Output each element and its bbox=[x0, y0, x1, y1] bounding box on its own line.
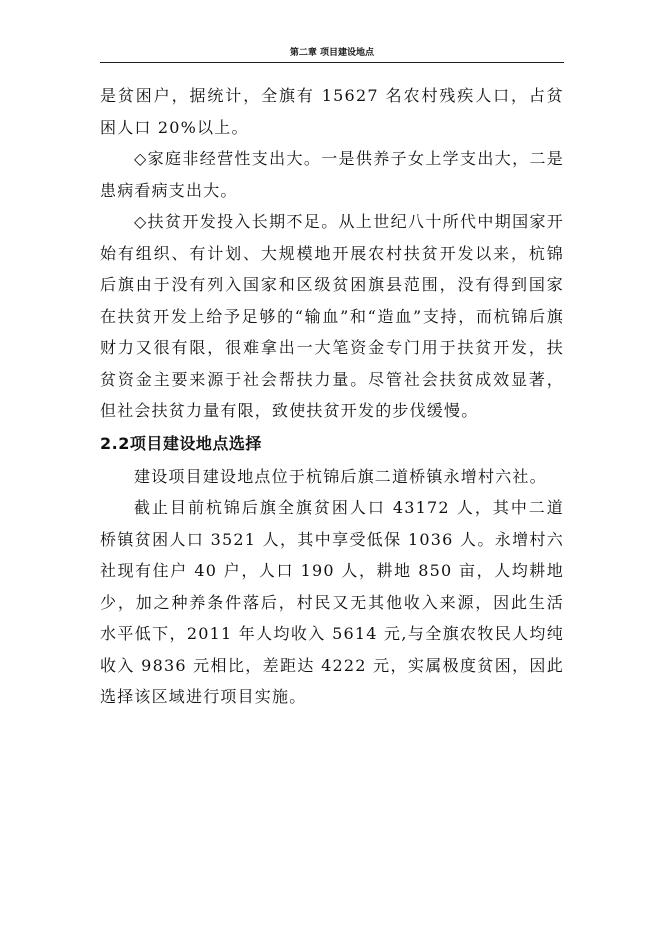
section-heading: 2.2项目建设地点选择 bbox=[100, 433, 262, 453]
paragraph-site-poverty-stats: 截止目前杭锦后旗全旗贫困人口 43172 人，其中二道桥镇贫困人口 3521 人，其中享受低保 1036 人。永增村六社现有住户 40 户，人口 190 人，耕地 850 亩，人均耕地少，加之种养条件落后，村民又无其他收入来源，因此生活水平低下，2011 年人均收入 5614 元,与全旗农牧民人均纯收入 9836 元相比，差距达 4222 元，实属极度贫困，因此选择该区域进行项目实施。 bbox=[100, 498, 564, 706]
paragraph-poverty-investment: ◇扶贫开发投入长期不足。从上世纪八十所代中期国家开始有组织、有计划、大规模地开展农村扶贫开发以来，杭锦后旗由于没有列入国家和区级贫困旗县范围，没有得到国家在扶贫开发上给予足够的“输血”和“造血”支持，而杭锦后旗财力又很有限，很难拿出一大笔资金专门用于扶贫开发，扶贫资金主要来源于社会帮扶力量。尽管社会扶贫成效显著，但社会扶贫力量有限，致使扶贫开发的步伐缓慢。 bbox=[100, 212, 564, 420]
document-body bbox=[100, 80, 564, 713]
chapter-title: 第二章 项目建设地点 bbox=[289, 48, 375, 58]
paragraph-household-expenses: ◇家庭非经营性支出大。一是供养子女上学支出大，二是患病看病支出大。 bbox=[100, 149, 564, 200]
paragraph-site-location: 建设项目建设地点位于杭锦后旗二道桥镇永增村六社。 bbox=[134, 466, 547, 486]
paragraph-disabled-population: 是贫困户，据统计，全旗有 15627 名农村残疾人口，占贫困人口 20%以上。 bbox=[100, 86, 564, 137]
page-header bbox=[100, 46, 564, 63]
